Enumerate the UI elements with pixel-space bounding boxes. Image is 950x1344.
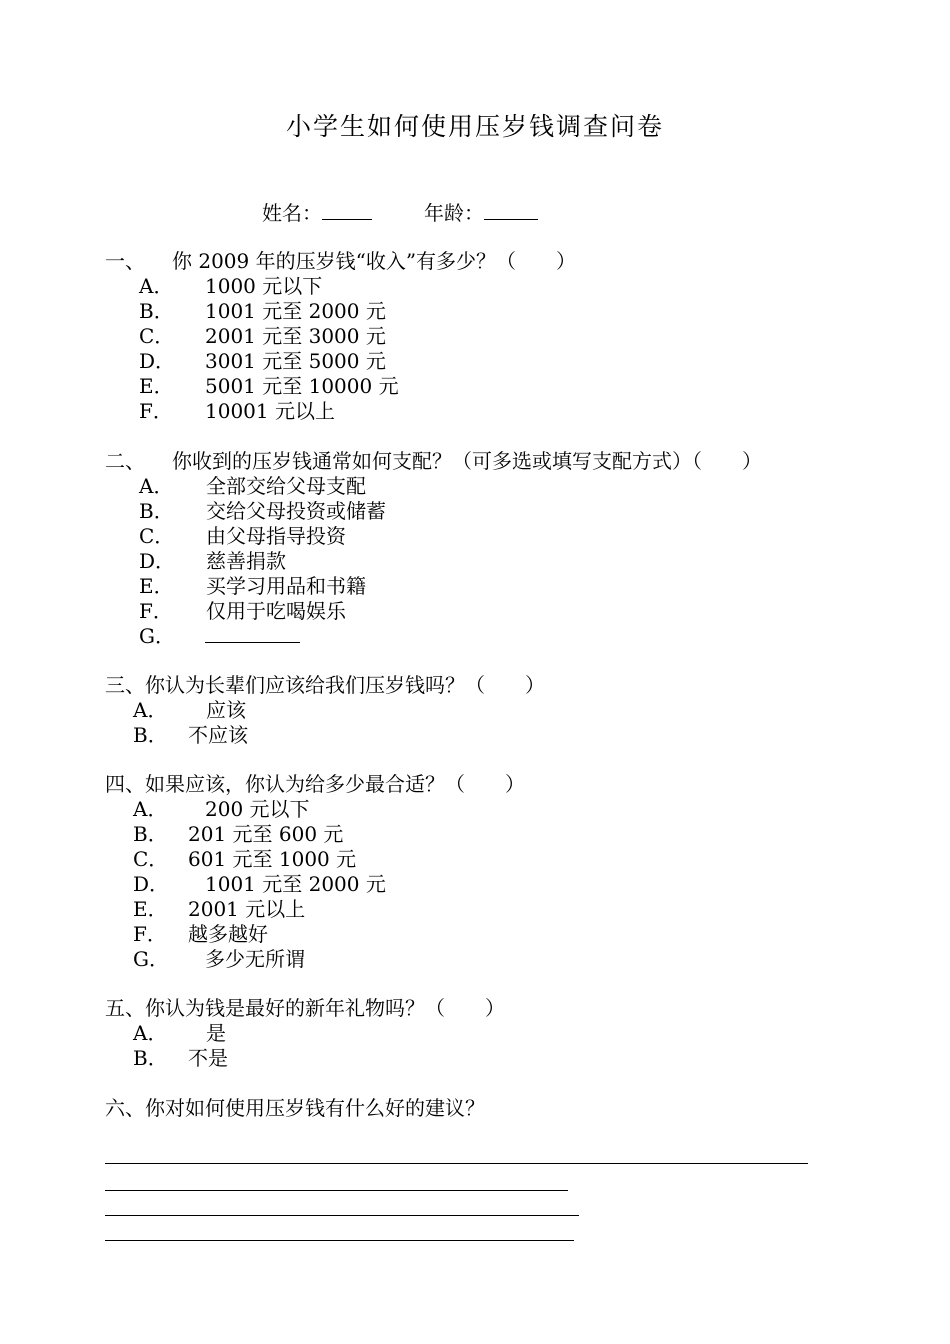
answer-line[interactable] (105, 1240, 574, 1241)
question-2-text: 你收到的压岁钱通常如何支配？（可多选或填写支配方式）（ ） (172, 449, 762, 473)
option-text[interactable]: 5001 元至 10000 元 (205, 374, 399, 398)
option-letter: F． (139, 399, 173, 423)
option-letter: B． (133, 723, 168, 747)
page-title: 小学生如何使用压岁钱调查问卷 (285, 112, 664, 141)
option-text[interactable]: 1001 元至 2000 元 (205, 872, 386, 896)
option-text[interactable]: 2001 元至 3000 元 (205, 324, 386, 348)
question-1-text: 你 2009 年的压岁钱“收入”有多少？（ ） (172, 249, 577, 273)
option-text[interactable]: 买学习用品和书籍 (206, 574, 366, 598)
option-text[interactable]: 多少无所谓 (205, 947, 305, 971)
option-letter: D． (139, 549, 176, 573)
option-letter: D． (133, 872, 170, 896)
question-5-text: 五、你认为钱是最好的新年礼物吗？（ ） (105, 996, 505, 1020)
age-label: 年龄： (424, 201, 484, 225)
option-letter: A． (133, 698, 168, 722)
option-letter: E． (133, 897, 168, 921)
option-text[interactable]: 越多越好 (188, 922, 268, 946)
answer-line[interactable] (105, 1190, 568, 1191)
name-field (262, 199, 372, 225)
option-letter: G． (133, 947, 169, 971)
option-letter: B． (133, 822, 168, 846)
option-letter: D． (139, 349, 176, 373)
option-letter: F． (139, 599, 173, 623)
option-text[interactable]: 全部交给父母支配 (206, 474, 366, 498)
option-letter: E． (139, 574, 174, 598)
question-3-text: 三、你认为长辈们应该给我们压岁钱吗？（ ） (105, 673, 545, 697)
option-letter: B． (139, 299, 174, 323)
option-text[interactable]: 3001 元至 5000 元 (205, 349, 386, 373)
option-letter: F． (133, 922, 167, 946)
question-4-text: 四、如果应该，你认为给多少最合适？（ ） (105, 772, 525, 796)
question-6-text: 六、你对如何使用压岁钱有什么好的建议？ (105, 1096, 485, 1120)
age-blank[interactable] (484, 199, 538, 220)
option-text[interactable]: 1000 元以下 (205, 274, 323, 298)
option-letter: B． (139, 499, 174, 523)
age-field (424, 199, 538, 225)
option-letter: G． (139, 624, 175, 648)
name-label: 姓名： (262, 201, 322, 225)
option-text[interactable]: 不应该 (188, 723, 248, 747)
option-other-blank[interactable] (205, 622, 300, 648)
option-text[interactable]: 2001 元以上 (188, 897, 306, 921)
option-text[interactable]: 应该 (206, 698, 246, 722)
option-letter: A． (139, 274, 174, 298)
option-letter: B． (133, 1046, 168, 1070)
answer-line[interactable] (105, 1163, 808, 1164)
option-text[interactable]: 10001 元以上 (205, 399, 335, 423)
option-text[interactable]: 交给父母投资或储蓄 (206, 499, 386, 523)
option-letter: A． (139, 474, 174, 498)
option-letter: A． (133, 797, 168, 821)
option-text[interactable]: 慈善捐款 (206, 549, 286, 573)
question-1-number: 一、 (105, 249, 145, 273)
option-letter: C． (139, 524, 175, 548)
option-letter: C． (133, 847, 169, 871)
name-blank[interactable] (322, 199, 372, 220)
option-letter: A． (133, 1021, 168, 1045)
option-letter: E． (139, 374, 174, 398)
option-text[interactable]: 601 元至 1000 元 (188, 847, 357, 871)
question-2-number: 二、 (105, 449, 145, 473)
option-letter: C． (139, 324, 175, 348)
option-text[interactable]: 1001 元至 2000 元 (205, 299, 386, 323)
option-text[interactable]: 由父母指导投资 (206, 524, 346, 548)
option-text[interactable]: 是 (206, 1021, 226, 1045)
answer-line[interactable] (105, 1215, 579, 1216)
option-text[interactable]: 仅用于吃喝娱乐 (206, 599, 346, 623)
option-text[interactable]: 200 元以下 (205, 797, 310, 821)
option-text[interactable]: 201 元至 600 元 (188, 822, 344, 846)
option-text[interactable]: 不是 (188, 1046, 228, 1070)
